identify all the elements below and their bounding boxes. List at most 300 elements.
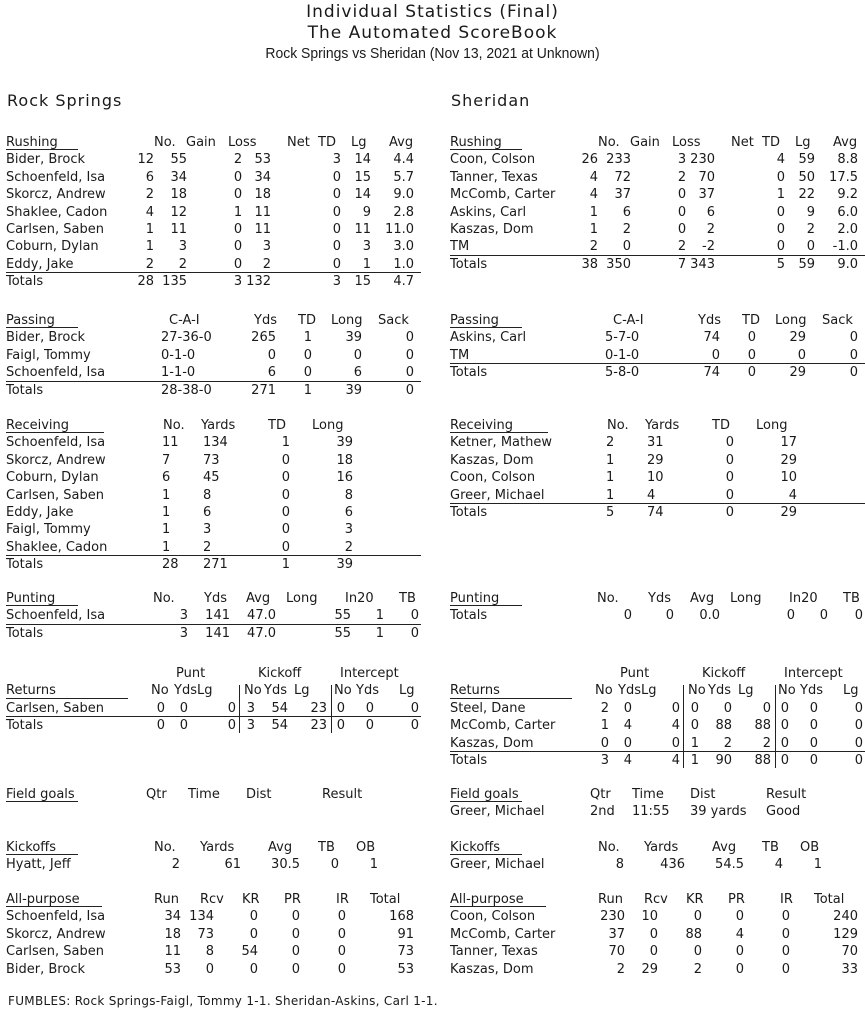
table-row — [6, 238, 421, 255]
stat-cell: 53 — [164, 961, 181, 977]
stat-cell: 0 — [337, 926, 346, 942]
stat-cell: 4 — [623, 718, 632, 734]
column-header: TB — [843, 591, 860, 606]
totals-row — [450, 607, 865, 624]
stat-cell: 1 — [589, 221, 598, 237]
stat-cell: 22 — [798, 187, 815, 203]
column-header: TB — [318, 840, 335, 855]
player-name: Totals — [450, 365, 488, 381]
stat-cell: 0 — [747, 365, 756, 381]
stat-cell: 9.0 — [837, 256, 858, 272]
stat-cell: 0 — [671, 735, 680, 751]
column-header: TD — [712, 418, 730, 433]
stat-cell: 34 — [254, 169, 271, 185]
receiving-section — [6, 417, 421, 574]
stat-cell: 5-8-0 — [605, 365, 640, 381]
stat-cell: 3 — [246, 700, 255, 716]
table-row — [450, 487, 865, 504]
title-underline — [6, 149, 78, 150]
stat-cell: 55 — [334, 608, 351, 624]
totals-row — [450, 752, 865, 769]
stat-cell: 1 — [375, 608, 384, 624]
stat-cell: 0 — [809, 735, 818, 751]
stat-cell: 1 — [162, 522, 171, 538]
column-header: No — [334, 683, 352, 699]
section-title: Receiving — [6, 418, 70, 433]
player-name: Kaszas, Dom — [450, 961, 534, 977]
fieldgoals-header-row — [6, 786, 421, 803]
stat-cell: 0 — [819, 608, 828, 624]
stat-cell: 0 — [249, 909, 258, 925]
table-row — [6, 504, 421, 521]
stat-cell: 9 — [362, 204, 371, 220]
stat-cell: 0 — [303, 365, 312, 381]
totals-row — [6, 273, 421, 290]
stat-cell: 18 — [164, 926, 181, 942]
stat-cell: 0 — [623, 700, 632, 716]
table-row — [450, 856, 865, 873]
player-name: McComb, Carter — [450, 187, 556, 203]
stat-cell: 0 — [809, 700, 818, 716]
column-header: No — [151, 683, 169, 699]
column-header: No — [778, 683, 796, 699]
player-name: Eddy, Jake — [6, 504, 74, 520]
table-row — [450, 151, 865, 168]
punting-section — [6, 590, 421, 642]
stat-cell: 2 — [706, 221, 715, 237]
stat-cell: 0 — [365, 700, 374, 716]
table-row — [6, 221, 421, 238]
column-header: Run — [154, 892, 179, 907]
column-header: Result — [322, 787, 363, 802]
stat-cell: 0 — [677, 204, 687, 220]
player-name: Bider, Brock — [6, 152, 85, 168]
stat-cell: 73 — [203, 452, 220, 468]
stat-cell: 2 — [171, 857, 180, 873]
stat-cell: 28-38-0 — [161, 382, 212, 398]
player-name: Totals — [6, 718, 44, 734]
column-header: Lg — [843, 683, 859, 699]
stat-cell: 26 — [581, 152, 598, 168]
stat-cell: 0 — [281, 470, 290, 486]
stat-cell: 10 — [641, 909, 658, 925]
stat-cell: 0 — [854, 718, 863, 734]
stat-cell: 0 — [353, 347, 362, 363]
player-name: Kaszas, Dom — [450, 221, 534, 237]
stat-cell: 4 — [735, 926, 744, 942]
player-name: Eddy, Jake — [6, 256, 74, 272]
table-row — [450, 238, 865, 255]
title-underline — [450, 801, 522, 802]
column-header: Yds — [174, 683, 197, 699]
column-header: TB — [762, 840, 779, 855]
stat-cell: 0 — [303, 347, 312, 363]
stat-cell: 0 — [227, 718, 236, 734]
table-row — [6, 364, 421, 381]
stat-cell: 0 — [723, 700, 732, 716]
title-underline — [450, 605, 522, 606]
stat-cell: 1-1-0 — [161, 365, 196, 381]
stat-cell: 4 — [671, 752, 680, 768]
stat-cell: 0 — [281, 504, 290, 520]
stat-cell: 0 — [249, 926, 258, 942]
stat-cell: 2nd — [590, 804, 615, 820]
stat-cell: 70 — [841, 944, 858, 960]
stat-cell: 343 — [690, 256, 715, 272]
stat-cell: 61 — [224, 857, 241, 873]
stat-cell: 0 — [281, 539, 290, 555]
stat-cell: 39 — [345, 330, 362, 346]
player-name: Schoenfeld, Isa — [6, 169, 106, 185]
stat-cell: 2.8 — [393, 204, 414, 220]
player-name: Totals — [450, 752, 488, 768]
column-header: Lg — [294, 683, 310, 699]
punting-header-row — [450, 590, 865, 607]
stat-cell: 28 — [137, 274, 154, 290]
stat-cell: 7 — [162, 452, 171, 468]
column-header: Gain — [630, 135, 660, 150]
column-header: Yards — [644, 840, 679, 855]
column-header: Long — [331, 313, 363, 328]
stat-cell: 6 — [267, 365, 276, 381]
player-name: Kaszas, Dom — [450, 735, 534, 751]
stat-cell: 4 — [774, 857, 783, 873]
receiving-section — [450, 417, 865, 521]
stat-cell: 0 — [337, 944, 346, 960]
stat-cell: 2 — [233, 152, 243, 168]
player-name: Ketner, Mathew — [450, 435, 552, 451]
group-header: Intercept — [784, 666, 843, 681]
stat-cell: 6 — [145, 169, 154, 185]
fieldgoals-header-row — [450, 786, 865, 803]
stat-cell: 11.0 — [385, 221, 414, 237]
stat-cell: 31 — [647, 435, 664, 451]
stat-cell: 8 — [203, 487, 212, 503]
column-header: In20 — [345, 591, 374, 606]
column-header: Long — [730, 591, 762, 606]
allpurpose-header-row — [6, 891, 421, 908]
table-row — [6, 607, 421, 624]
stat-cell: 88 — [754, 718, 771, 734]
stat-cell: 134 — [189, 909, 214, 925]
stat-cell: 271 — [251, 382, 276, 398]
kickoffs-section — [450, 839, 865, 874]
stat-cell: 0 — [281, 452, 290, 468]
section-title: Kickoffs — [6, 840, 57, 855]
stat-cell: 70 — [698, 169, 715, 185]
stat-cell: 15 — [354, 274, 371, 290]
stat-cell: 0 — [405, 347, 414, 363]
stat-cell: 0 — [735, 944, 744, 960]
stat-cell: 0 — [410, 625, 419, 641]
stat-cell: 0 — [332, 256, 341, 272]
stat-cell: 6 — [622, 204, 631, 220]
stat-cell: 38 — [581, 256, 598, 272]
stat-cell: 12 — [137, 152, 154, 168]
stat-cell: 29 — [647, 452, 664, 468]
stat-cell: 0 — [781, 961, 790, 977]
stat-cell: 0 — [405, 365, 414, 381]
table-row — [450, 347, 865, 364]
stat-cell: 4 — [671, 718, 680, 734]
stat-cell: 54 — [241, 944, 258, 960]
table-row — [450, 434, 865, 451]
column-header: Lg — [197, 683, 213, 699]
stat-cell: 2 — [344, 539, 353, 555]
stat-cell: 90 — [715, 752, 732, 768]
stat-cell: 5 — [776, 256, 785, 272]
stat-cell: 0 — [249, 961, 258, 977]
stat-cell: 1 — [233, 204, 243, 220]
stat-cell: 0 — [854, 700, 863, 716]
passing-section — [450, 312, 865, 382]
table-row — [6, 204, 421, 221]
stat-cell: 0 — [849, 330, 858, 346]
table-row — [450, 926, 865, 943]
player-name: Shaklee, Cadon — [6, 539, 108, 555]
stat-cell: 53 — [397, 961, 414, 977]
section-title: Field goals — [450, 787, 519, 802]
table-row — [450, 700, 865, 717]
column-header: No. — [597, 591, 619, 606]
stat-cell: 2 — [606, 435, 615, 451]
group-header: Intercept — [340, 666, 399, 681]
stat-cell: 2 — [145, 187, 154, 203]
player-name: Hyatt, Jeff — [6, 857, 71, 873]
section-title: Field goals — [6, 787, 75, 802]
stat-cell: 3.0 — [393, 239, 414, 255]
title-underline — [450, 854, 522, 855]
column-header: Avg — [690, 591, 715, 606]
section-title: Rushing — [6, 135, 58, 150]
stat-cell: 54 — [271, 700, 288, 716]
stat-cell: 271 — [203, 557, 228, 573]
column-header: Time — [632, 787, 664, 802]
player-name: Steel, Dane — [450, 700, 526, 716]
player-name: Skorcz, Andrew — [6, 187, 106, 203]
player-name: Coon, Colson — [450, 152, 536, 168]
punting-header-row — [6, 590, 421, 607]
stat-cell: 0 — [725, 504, 734, 520]
column-header: Result — [766, 787, 807, 802]
stat-cell: 0 — [690, 718, 699, 734]
stat-cell: 9.0 — [393, 187, 414, 203]
stat-cell: 0 — [711, 347, 720, 363]
player-name: Skorcz, Andrew — [6, 452, 106, 468]
stat-cell: 129 — [833, 926, 858, 942]
table-row — [450, 221, 865, 238]
stat-cell: 0 — [600, 735, 609, 751]
totals-row — [6, 556, 421, 573]
stat-cell: 0 — [780, 718, 789, 734]
stat-cell: 11 — [162, 435, 179, 451]
stat-cell: 0 — [780, 700, 789, 716]
stat-cell: 5 — [606, 504, 615, 520]
section-title: Passing — [6, 313, 55, 328]
passing-header-row — [450, 312, 865, 329]
stat-cell: 0 — [786, 608, 795, 624]
stat-cell: 0 — [291, 961, 300, 977]
table-row — [6, 186, 421, 203]
stat-cell: 0 — [849, 347, 858, 363]
stat-cell: 0 — [780, 752, 789, 768]
stat-cell: -1.0 — [832, 239, 858, 255]
column-header: TB — [399, 591, 416, 606]
column-header: Lg — [641, 683, 657, 699]
player-name: Schoenfeld, Isa — [6, 435, 106, 451]
returns-header-row — [450, 682, 865, 699]
stat-cell: 0 — [227, 700, 236, 716]
stat-cell: 0 — [330, 857, 339, 873]
totals-row — [450, 504, 865, 521]
stat-cell: 0 — [365, 718, 374, 734]
stat-cell: 91 — [397, 926, 414, 942]
stat-cell: 1 — [303, 382, 312, 398]
stat-cell: 3 — [179, 625, 188, 641]
stat-cell: 70 — [608, 944, 625, 960]
stat-cell: 14 — [354, 152, 371, 168]
stat-cell: 0 — [854, 752, 863, 768]
player-name: Carlsen, Saben — [6, 221, 104, 237]
player-name: Totals — [6, 382, 44, 398]
section-title: Kickoffs — [450, 840, 501, 855]
column-header: Lg — [795, 135, 811, 150]
stat-cell: 9.2 — [837, 187, 858, 203]
player-name: Greer, Michael — [450, 857, 545, 873]
stat-cell: 0 — [281, 522, 290, 538]
stat-cell: 0 — [622, 239, 631, 255]
stat-cell: 1 — [369, 857, 378, 873]
column-header: Dist — [246, 787, 272, 802]
stat-cell: 0 — [410, 700, 419, 716]
stat-cell: 3 — [203, 522, 212, 538]
stat-cell: 1 — [606, 487, 615, 503]
stat-cell: 59 — [798, 152, 815, 168]
stat-cell: 0 — [725, 470, 734, 486]
stat-cell: 14 — [354, 187, 371, 203]
stat-cell: 1 — [145, 221, 154, 237]
returns-header-row — [6, 682, 421, 699]
stat-cell: 2 — [145, 256, 154, 272]
stat-cell: 0 — [179, 718, 188, 734]
stat-cell: 29 — [789, 330, 806, 346]
player-name: Askins, Carl — [450, 330, 527, 346]
stat-cell: 230 — [600, 909, 625, 925]
stat-cell: 39 — [345, 382, 362, 398]
column-header: Time — [188, 787, 220, 802]
stat-cell: 0 — [797, 347, 806, 363]
table-row — [6, 943, 421, 960]
stat-cell: 1 — [690, 752, 699, 768]
stat-cell: 2 — [762, 735, 771, 751]
title-underline — [6, 605, 78, 606]
table-row — [6, 908, 421, 925]
player-name: Tanner, Texas — [450, 944, 538, 960]
column-header: Avg — [389, 135, 414, 150]
stat-cell: 0 — [735, 909, 744, 925]
stat-cell: 0 — [806, 239, 815, 255]
stat-cell: 8 — [615, 857, 624, 873]
table-row — [6, 700, 421, 717]
stat-cell: 6 — [162, 470, 171, 486]
stat-cell: 3 — [179, 608, 188, 624]
stat-cell: 11 — [164, 944, 181, 960]
stat-cell: 0 — [809, 718, 818, 734]
column-header: Avg — [712, 840, 737, 855]
stat-cell: 55 — [334, 625, 351, 641]
stat-cell: 350 — [606, 256, 631, 272]
stat-cell: 1 — [281, 557, 290, 573]
stat-cell: 18 — [170, 187, 187, 203]
stat-cell: 74 — [647, 504, 664, 520]
fumbles-note: FUMBLES: Rock Springs-Faigl, Tommy 1-1. Sheridan-Askins, Carl 1-1. — [8, 994, 438, 1008]
stat-cell: 8 — [344, 487, 353, 503]
column-header: Lg — [351, 135, 367, 150]
stat-cell: 37 — [698, 187, 715, 203]
column-header: No — [595, 683, 613, 699]
column-header: Yds — [800, 683, 823, 699]
stat-cell: 37 — [614, 187, 631, 203]
stat-cell: 39 — [336, 557, 353, 573]
player-name: Totals — [450, 504, 488, 520]
stat-cell: 47.0 — [247, 625, 276, 641]
stat-cell: 6 — [353, 365, 362, 381]
column-header: Yds — [708, 683, 731, 699]
player-name: Shaklee, Cadon — [6, 204, 108, 220]
section-title: Returns — [450, 683, 500, 699]
column-header: C-A-I — [169, 313, 200, 328]
stat-cell: 34 — [170, 169, 187, 185]
stat-cell: 54 — [271, 718, 288, 734]
report-title: Individual Statistics (Final) — [306, 2, 559, 22]
stat-cell: 0 — [233, 169, 243, 185]
table-row — [450, 735, 865, 752]
player-name: Schoenfeld, Isa — [6, 608, 106, 624]
column-header: Dist — [690, 787, 716, 802]
game-matchup: Rock Springs vs Sheridan (Nov 13, 2021 at Unknown) — [265, 45, 600, 62]
column-header: Total — [370, 892, 401, 907]
stat-cell: 39 yards — [690, 804, 747, 820]
stat-cell: 1 — [813, 857, 822, 873]
stat-cell: 0 — [677, 221, 687, 237]
column-header: Loss — [672, 135, 701, 150]
stat-cell: 2 — [622, 221, 631, 237]
stat-cell: 1 — [776, 187, 785, 203]
stat-cell: 6.0 — [837, 204, 858, 220]
player-name: Totals — [6, 625, 44, 641]
column-header: No. — [154, 135, 176, 150]
player-name: Bider, Brock — [6, 330, 85, 346]
stat-cell: 2 — [723, 735, 732, 751]
column-header: Long — [775, 313, 807, 328]
column-header: C-A-I — [613, 313, 644, 328]
stat-cell: 8.8 — [837, 152, 858, 168]
stat-cell: 3 — [178, 239, 187, 255]
table-row — [6, 151, 421, 168]
report-subtitle: The Automated ScoreBook — [307, 23, 558, 43]
stat-cell: 3 — [332, 274, 341, 290]
stat-cell: 4.4 — [393, 152, 414, 168]
stat-cell: 0.0 — [699, 608, 720, 624]
stat-cell: 3 — [344, 522, 353, 538]
table-row — [450, 908, 865, 925]
stat-cell: 0 — [337, 909, 346, 925]
group-divider — [331, 685, 332, 733]
stat-cell: -2 — [702, 239, 715, 255]
stat-cell: 0 — [649, 926, 658, 942]
stat-cell: 168 — [389, 909, 414, 925]
stat-cell: 29 — [780, 452, 797, 468]
